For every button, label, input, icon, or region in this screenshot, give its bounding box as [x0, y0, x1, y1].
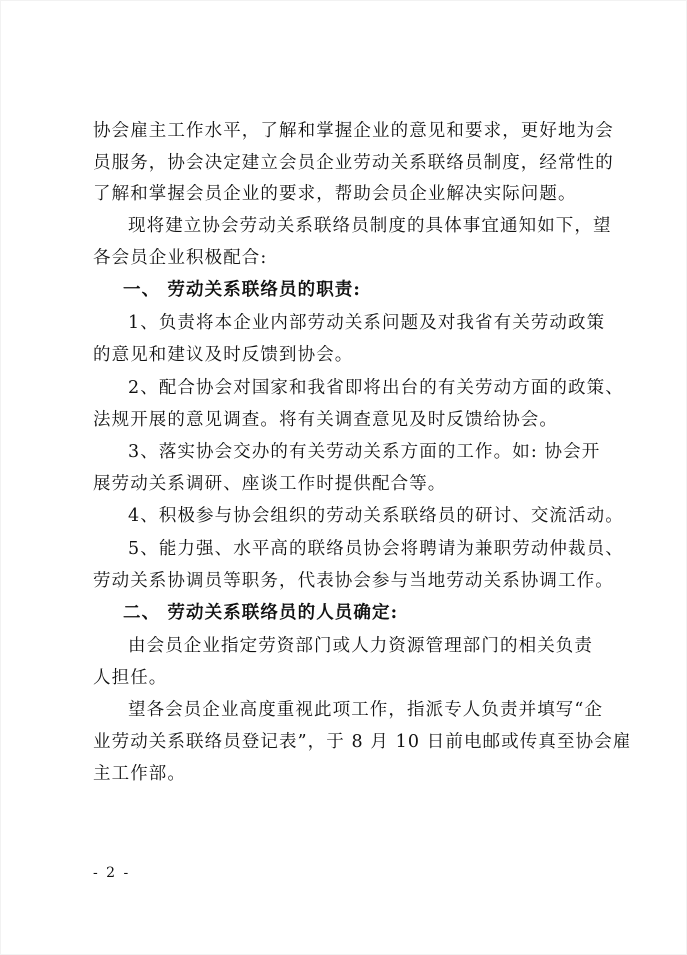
body-text-line: 望各会员企业高度重视此项工作，指派专人负责并填写“企: [128, 700, 604, 720]
body-text-line: 人担任。: [93, 668, 168, 688]
body-text-line: 3、落实协会交办的有关劳动关系方面的工作。如: 协会开: [128, 442, 601, 462]
body-text-line: 业劳动关系联络员登记表”，于 8 月 10 日前电邮或传真至协会雇: [93, 732, 632, 752]
body-text-line: 由会员企业指定劳资部门或人力资源管理部门的相关负责: [128, 636, 593, 656]
body-text-line: 员服务，协会决定建立会员企业劳动关系联络员制度，经常性的: [93, 153, 614, 173]
body-text-line: 主工作部。: [93, 764, 186, 784]
body-text-line: 劳动关系协调员等职务，代表协会参与当地劳动关系协调工作。: [93, 571, 614, 591]
body-text-line: 各会员企业积极配合:: [93, 248, 268, 268]
body-text-line: 1、负责将本企业内部劳动关系问题及对我省有关劳动政策: [128, 313, 606, 333]
body-text-line: 的意见和建议及时反馈到协会。: [93, 345, 354, 365]
body-text-line: 4、积极参与协会组织的劳动关系联络员的研讨、交流活动。: [128, 506, 624, 526]
section-heading-duties: 一、 劳动关系联络员的职责:: [123, 280, 361, 300]
body-text-line: 2、配合协会对国家和我省即将出台的有关劳动方面的政策、: [128, 378, 624, 398]
page-number: - 2 -: [93, 865, 131, 881]
body-text-line: 现将建立协会劳动关系联络员制度的具体事宜通知如下，望: [128, 216, 612, 236]
body-text-line: 法规开展的意见调查。将有关调查意见及时反馈给协会。: [93, 410, 558, 430]
section-heading-personnel: 二、 劳动关系联络员的人员确定:: [123, 603, 399, 623]
body-text-line: 协会雇主工作水平，了解和掌握企业的意见和要求，更好地为会: [93, 121, 614, 141]
body-text-line: 了解和掌握会员企业的要求，帮助会员企业解决实际问题。: [93, 184, 577, 204]
body-text-line: 5、能力强、水平高的联络员协会将聘请为兼职劳动仲裁员、: [128, 539, 624, 559]
body-text-line: 展劳动关系调研、座谈工作时提供配合等。: [93, 474, 447, 494]
